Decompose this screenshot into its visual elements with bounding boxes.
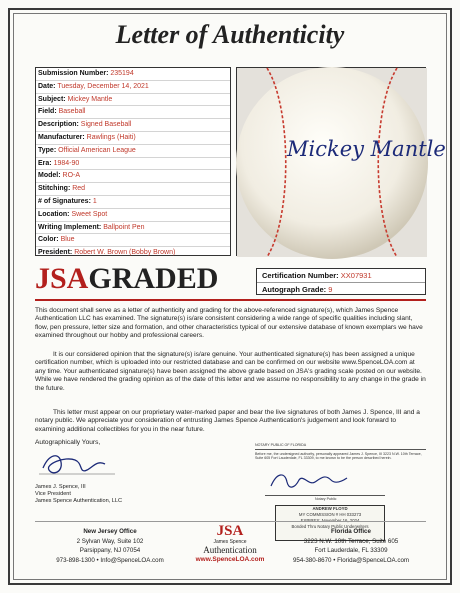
certification-box	[256, 268, 426, 295]
detail-label: Model:	[38, 172, 61, 180]
detail-label: Date:	[38, 82, 56, 90]
divider-line	[35, 299, 426, 301]
detail-label: President:	[38, 249, 73, 257]
detail-row	[36, 222, 230, 235]
detail-value: Signed Baseball	[80, 121, 132, 129]
detail-row	[36, 132, 230, 145]
detail-row	[36, 247, 230, 259]
signer-company: James Spence Authentication, LLC	[35, 498, 123, 504]
detail-row	[36, 119, 230, 132]
detail-label: Type:	[38, 146, 57, 154]
fl-office-address: 3223 N.W. 10th Terrace, Suite 605	[303, 537, 399, 545]
detail-value: Sweet Spot	[71, 210, 108, 218]
detail-row	[36, 183, 230, 196]
detail-row	[36, 158, 230, 171]
detail-value: Rawlings (Haiti)	[86, 133, 136, 141]
detail-value: Official American League	[58, 146, 136, 154]
stamp-bonded: Bonded Thru Notary Public Underwriters	[291, 524, 369, 529]
notary-caption: Notary Public	[315, 497, 337, 501]
autograph-grade-row	[257, 283, 425, 296]
stamp-name: ANDREW FLOYD	[312, 506, 348, 511]
detail-value: Tuesday, December 14, 2021	[57, 82, 149, 90]
baseball-photo	[236, 67, 446, 256]
signer-title: Vice President	[35, 491, 71, 497]
detail-row	[36, 170, 230, 183]
nj-office	[35, 527, 185, 565]
paragraph-2: It is our considered opinion that the signature(s) is/are genuine. Your authenticated signature(s) has been assigned a unique certification number, which is uploaded into our restricted database and can be confirmed on our website www.SpenceLOA.com at any time. Your authenticated signature(s) have been assigned the above grade based on JSA's grading scale posted on our website. While we have rendered the grading opinion as of the date of this letter and we assume no responsibility to any change in the grade in the future.	[35, 351, 426, 392]
detail-value: 235194	[110, 70, 134, 77]
detail-label: # of Signatures:	[38, 197, 91, 205]
detail-label: Field:	[38, 108, 57, 116]
jsa-graded-logo	[35, 262, 235, 298]
detail-value: Ballpoint Pen	[103, 223, 145, 231]
ball-signature: Mickey Mantle	[287, 137, 446, 161]
detail-label: Stitching:	[38, 185, 71, 193]
logo-graded-text: GRADED	[88, 262, 219, 295]
detail-value: Blue	[60, 236, 75, 244]
detail-row	[36, 81, 230, 94]
nj-office-city: Parsippany, NJ 07054	[79, 547, 141, 554]
fl-office-city: Fort Lauderdale, FL 33309	[314, 547, 388, 554]
detail-value: Mickey Mantle	[67, 95, 113, 103]
detail-label: Era:	[38, 159, 52, 167]
detail-label: Submission Number:	[38, 70, 109, 77]
fl-office-contact: 954-380-8670 • Florida@SpenceLOA.com	[292, 556, 410, 564]
detail-label: Description:	[38, 121, 79, 129]
autograph-grade-value: 9	[328, 285, 333, 294]
cert-number-label: Certification Number:	[262, 271, 339, 280]
detail-row	[36, 68, 230, 81]
detail-row	[36, 106, 230, 119]
nj-office-address: 2 Sylvan Way, Suite 102	[76, 537, 144, 545]
spence-signature	[35, 446, 155, 480]
notary-rule-top	[255, 449, 426, 450]
notary-signature	[265, 468, 385, 494]
logo-jsa-text: JSA	[35, 262, 89, 295]
detail-label: Subject:	[38, 95, 66, 103]
notary-body: Before me, the undersigned authority, personally appeared James J. Spence, III 3223 N.W. 10th Terrace, Suite 605 Fort Lauderdale, FL 33309, to me known to be the person described herein.	[255, 452, 422, 461]
detail-value: Robert W. Brown (Bobby Brown)	[74, 249, 176, 257]
detail-row	[36, 234, 230, 247]
fl-office	[276, 527, 426, 565]
signature-scribble	[35, 446, 155, 480]
footer-logo	[180, 524, 280, 574]
detail-value: RO-A	[62, 172, 81, 180]
fl-office-name: Florida Office	[331, 528, 371, 535]
detail-label: Color:	[38, 236, 59, 244]
detail-value: Baseball	[58, 108, 86, 116]
detail-row	[36, 196, 230, 209]
baseball-image	[237, 68, 446, 257]
signer-name: James J. Spence, III	[35, 484, 86, 490]
ball-body	[236, 67, 428, 259]
detail-row	[36, 94, 230, 107]
detail-row	[36, 145, 230, 158]
notary-header: NOTARY PUBLIC OF FLORIDA	[255, 443, 307, 447]
detail-value: 1984-90	[53, 159, 80, 167]
footer-divider	[35, 521, 426, 522]
details-table	[35, 67, 231, 256]
autograph-grade-label: Autograph Grade:	[262, 285, 327, 294]
paragraph-3: This letter must appear on our proprietary water-marked paper and bear the live signatures of both James J. Spence, III and a notary public. We appreciate your consideration of entrusting James Spence Authentication's judgement and look forward to examining additional collectibles for you in the near future.	[35, 409, 420, 433]
closing-text: Autographically Yours,	[35, 439, 101, 446]
footer-logo-james: James	[213, 539, 229, 545]
detail-row	[36, 209, 230, 222]
footer-website-link[interactable]: www.SpenceLOA.com	[195, 556, 265, 563]
detail-value: Red	[72, 185, 86, 193]
cert-number-value: XX07931	[340, 271, 372, 280]
detail-label: Writing Implement:	[38, 223, 102, 231]
signer-block	[35, 484, 122, 505]
detail-label: Manufacturer:	[38, 133, 85, 141]
nj-office-name: New Jersey Office	[83, 528, 137, 535]
detail-label: Location:	[38, 210, 70, 218]
footer-logo-spence: Spence	[229, 539, 247, 545]
notary-sign-line	[265, 495, 385, 496]
page-title: Letter of Authenticity	[115, 20, 345, 49]
nj-office-contact: 973-898-1300 • Info@SpenceLOA.com	[56, 556, 164, 564]
stamp-commission: MY COMMISSION # HH 033273	[298, 512, 362, 517]
paragraph-1: This document shall serve as a letter of authenticity and grading for the above-referenced signature(s), which James Spence Authentication LLC has examined. The signature(s) is/are consistent considering a wide range of specific qualities including slant, flow, pen pressure, letter size and formation, and other characteristics typical of our extensive database of known exemplars we have examined throughout our hobby and professional careers.	[35, 307, 423, 340]
cert-number-row	[257, 269, 425, 283]
footer-logo-jsa: JSA	[216, 523, 244, 539]
footer-logo-authentication: Authentication	[203, 545, 257, 555]
detail-value: 1	[92, 197, 97, 205]
